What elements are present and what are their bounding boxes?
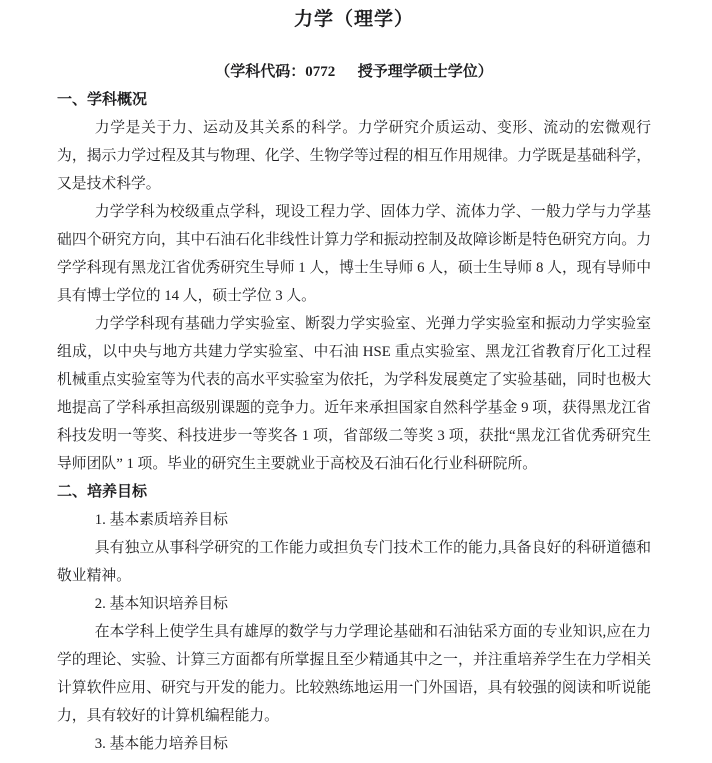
paragraph-basic-quality-detail: 具有独立从事科学研究的工作能力或担负专门技术工作的能力,具备良好的科研道德和敬业精神。: [57, 540, 651, 584]
document-title: 力学（理学）: [293, 9, 414, 30]
document-subtitle: （学科代码：0772 授予理学硕士学位）: [215, 64, 493, 80]
paragraph-discipline-directions: 力学学科为校级重点学科，现设工程力学、固体力学、流体力学、一般力学与力学基础四个研究方向，其中石油石化非线性计算力学和振动控制及故障诊断是特色研究方向。力学学科现有黑龙江省优秀研究生导师 1 人，博士生导师 6 人，硕士生导师 8 人，现有导师中具有博士学位的 14 人，硕士学位 3 人。: [57, 204, 651, 304]
section-heading-discipline-overview: 一、学科概况: [57, 92, 148, 108]
paragraph-basic-knowledge-detail: 在本学科上使学生具有雄厚的数学与力学理论基础和石油钻采方面的专业知识,应在力学的理论、实验、计算三方面都有所掌握且至少精通其中之一，并注重培养学生在力学相关计算软件应用、研究与开发的能力。比较熟练地运用一门外国语，具有较强的阅读和听说能力，具有较好的计算机编程能力。: [57, 624, 651, 724]
document-body: [57, 0, 651, 758]
numbered-item-basic-ability-objective: 3. 基本能力培养目标: [94, 736, 228, 752]
paragraph-mechanics-definition: 力学是关于力、运动及其关系的科学。力学研究介质运动、变形、流动的宏微观行为，揭示力学过程及其与物理、化学、生物学等过程的相互作用规律。力学既是基础科学，又是技术科学。: [57, 120, 651, 192]
numbered-item-basic-quality-objective: 1. 基本素质培养目标: [94, 512, 228, 528]
section-heading-training-objectives: 二、培养目标: [57, 484, 148, 500]
numbered-item-basic-knowledge-objective: 2. 基本知识培养目标: [94, 596, 228, 612]
paragraph-laboratories-achievements: 力学学科现有基础力学实验室、断裂力学实验室、光弹力学实验室和振动力学实验室组成，以中央与地方共建力学实验室、中石油 HSE 重点实验室、黑龙江省教育厅化工过程机械重点实验室等为代表的高水平实验室为依托，为学科发展奠定了实验基础，同时也极大地提高了学科承担高级别课题的竞争力。近年来承担国家自然科学基金 9 项，获得黑龙江省科技发明一等奖、科技进步一等奖各 1 项，省部级二等奖 3 项，获批“黑龙江省优秀研究生导师团队” 1 项。毕业的研究生主要就业于高校及石油石化行业科研院所。: [57, 316, 651, 472]
